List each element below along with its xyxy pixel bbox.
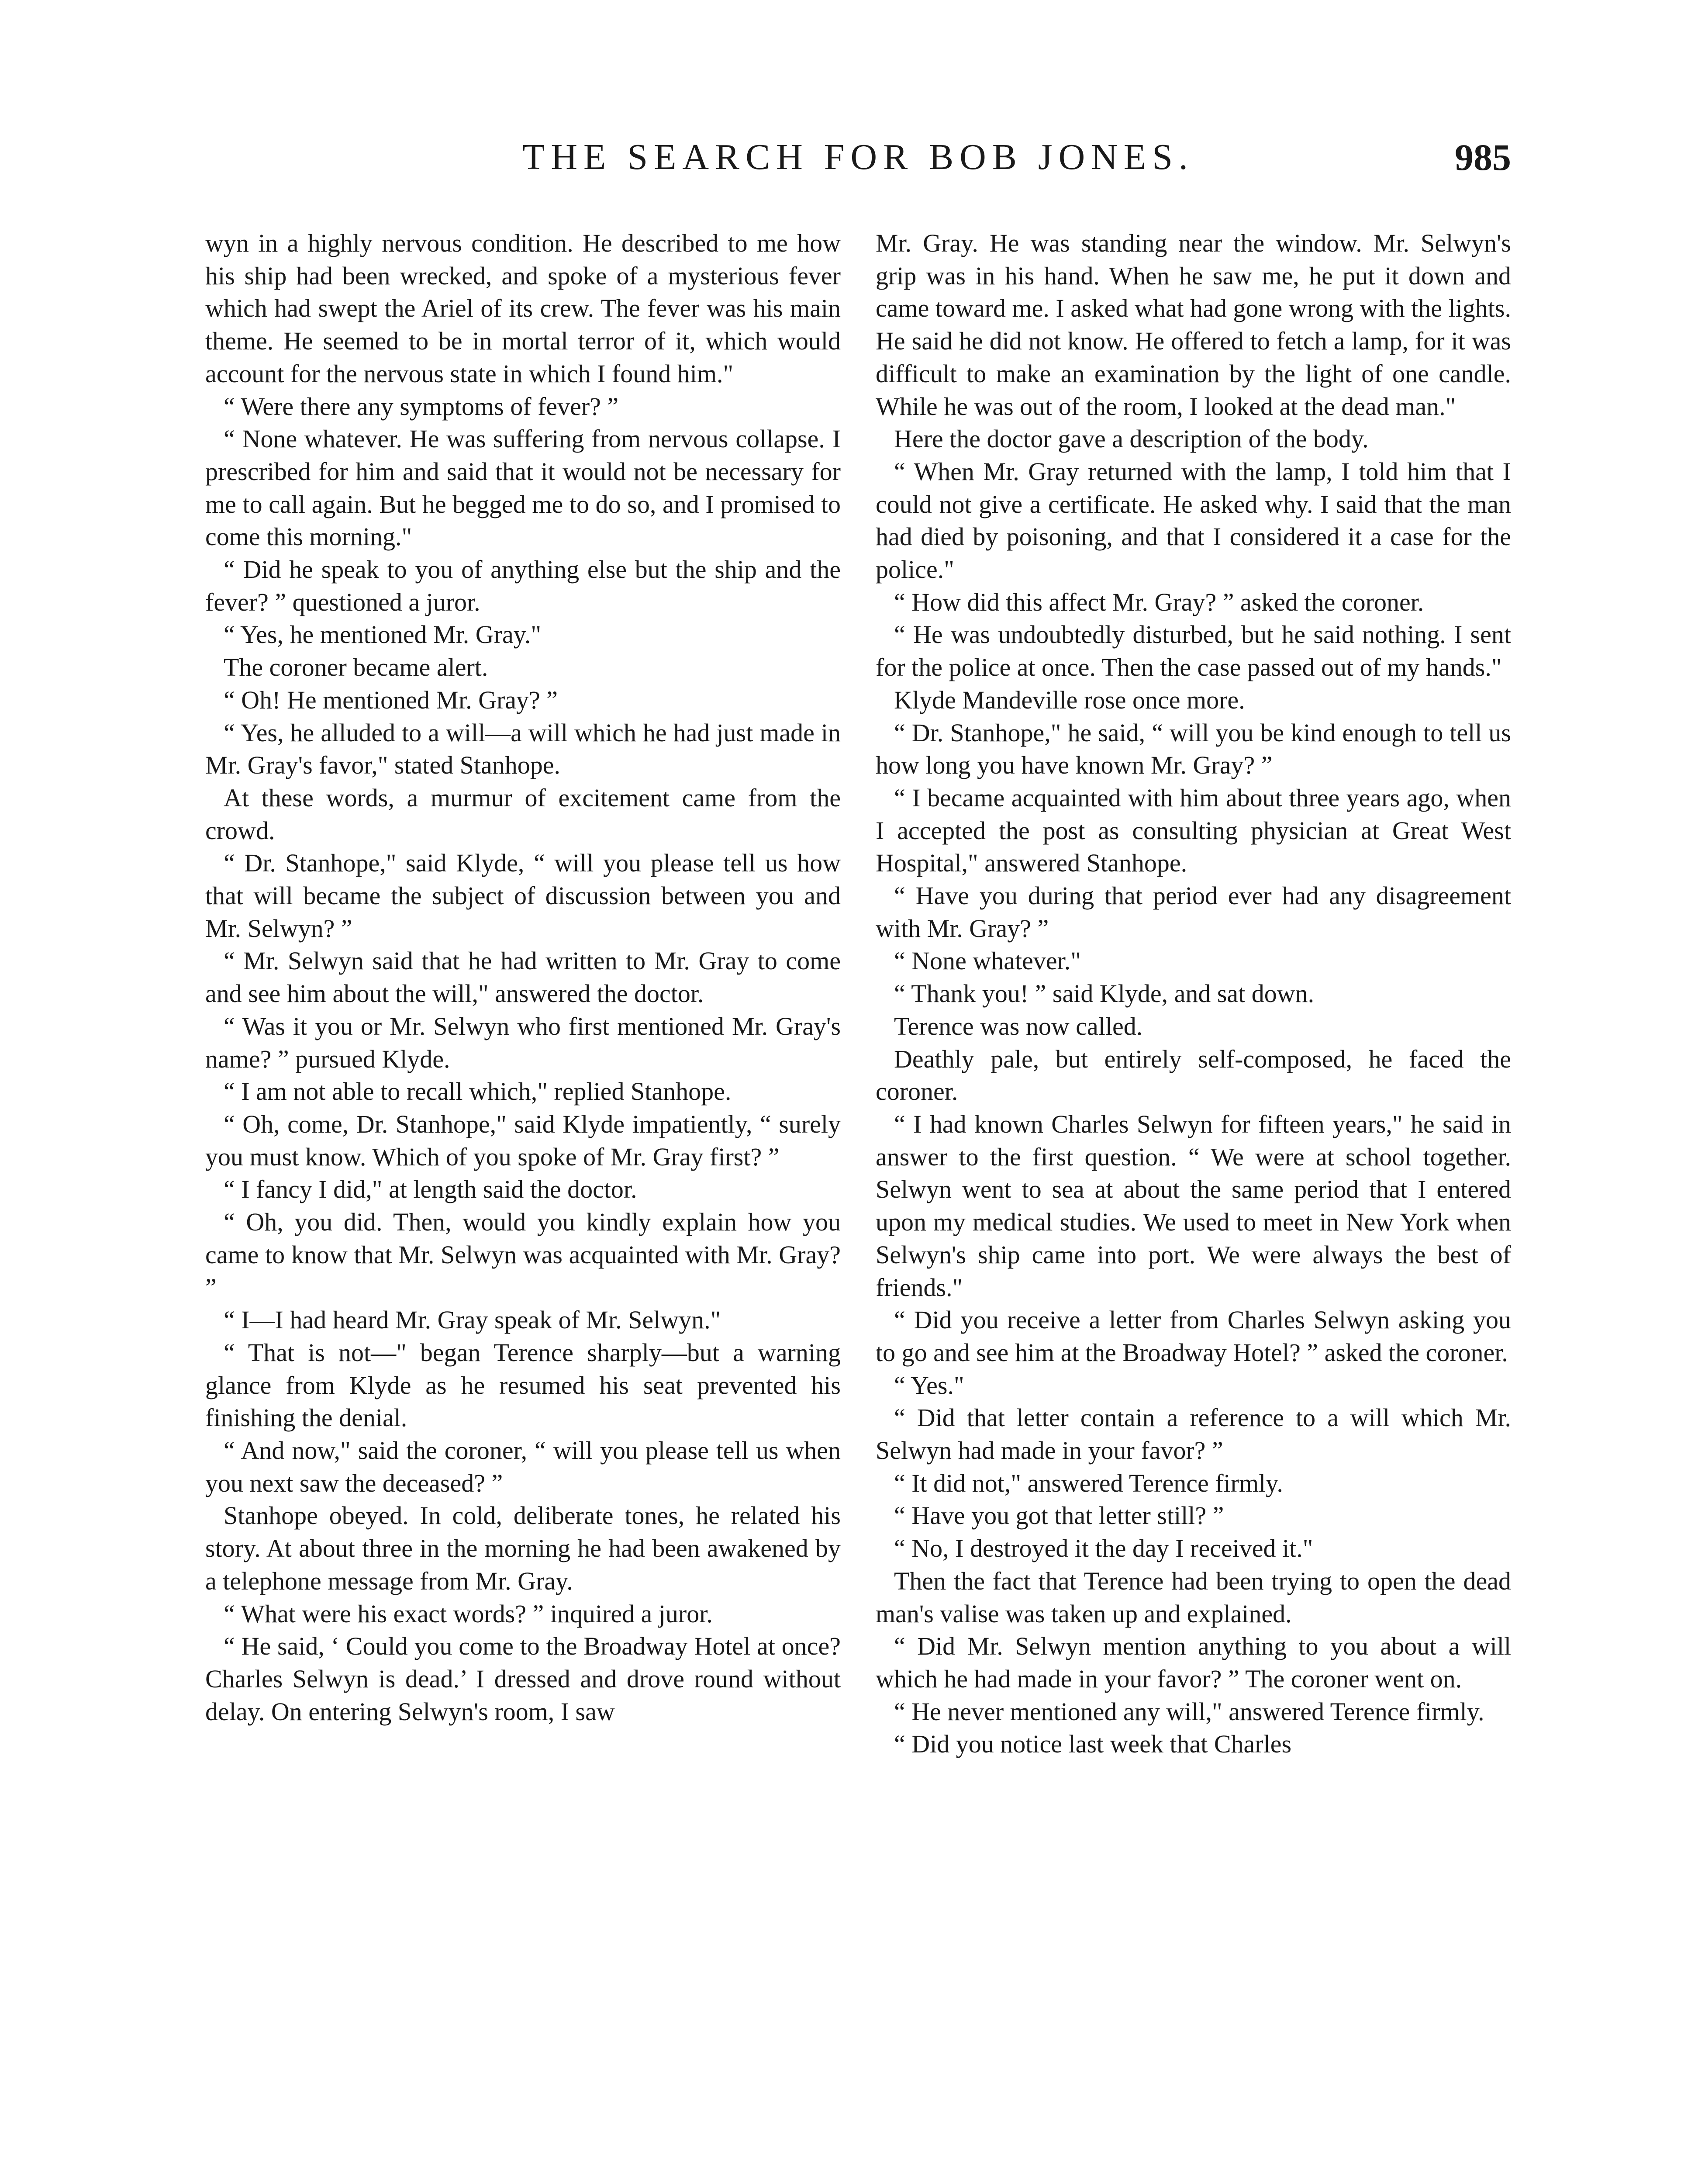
paragraph: “ Did you notice last week that Charles [894, 1730, 1292, 1759]
paragraph: “ None whatever." [894, 947, 1081, 975]
paragraph: “ I—I had heard Mr. Gray speak of Mr. Selwyn." [224, 1306, 721, 1334]
paragraph: “ Yes, he alluded to a will—a will which he had just made in Mr. Gray's favor," stated Stanhope. [205, 718, 841, 780]
paragraph: “ And now," said the coroner, “ will you please tell us when you next saw the deceased? ” [205, 1436, 841, 1497]
paragraph: “ Oh, come, Dr. Stanhope," said Klyde impatiently, “ surely you must know. Which of you spoke of Mr. Gray first? ” [205, 1109, 841, 1171]
paragraph: “ Dr. Stanhope," he said, “ will you be kind enough to tell us how long you have known Mr. Gray? ” [876, 718, 1511, 780]
paragraph: “ He never mentioned any will," answered Terence firmly. [894, 1697, 1484, 1726]
paragraph: “ Mr. Selwyn said that he had written to Mr. Gray to come and see him about the will," answered the doctor. [205, 947, 841, 1008]
paragraph: The coroner became alert. [224, 653, 488, 682]
paragraph: “ None whatever. He was suffering from nervous collapse. I prescribed for him and said that it would not be necessary for me to call again. But he begged me to do so, and I promised to come this morning." [205, 425, 841, 551]
paragraph: “ What were his exact words? ” inquired a juror. [224, 1599, 713, 1628]
page-header [205, 131, 1511, 183]
paragraph: Deathly pale, but entirely self-composed, he faced the coroner. [876, 1044, 1511, 1106]
paragraph: “ I fancy I did," at length said the doctor. [224, 1175, 637, 1204]
paragraph: “ Yes, he mentioned Mr. Gray." [224, 620, 542, 649]
paragraph: “ Yes." [894, 1371, 964, 1400]
paragraph: At these words, a murmur of excitement came from the crowd. [205, 783, 841, 845]
paragraph: “ When Mr. Gray returned with the lamp, I told him that I could not give a certificate. He asked why. I said that the man had died by poisoning, and that I considered it a case for the police." [876, 457, 1511, 584]
paragraph: “ Did Mr. Selwyn mention anything to you about a will which he had made in your favor? ” The coroner went on. [876, 1632, 1511, 1693]
paragraph: “ Oh! He mentioned Mr. Gray? ” [224, 685, 558, 714]
paragraph: “ Were there any symptoms of fever? ” [224, 392, 619, 421]
paragraph: “ I became acquainted with him about three years ago, when I accepted the post as consulting physician at Great West Hospital," answered Stanhope. [876, 783, 1511, 878]
left-text-column [205, 227, 841, 2184]
paragraph: “ Did he speak to you of anything else but the ship and the fever? ” questioned a juror. [205, 555, 841, 616]
paragraph: “ I had known Charles Selwyn for fifteen years," he said in answer to the first question. “ We were at school together. Selwyn went to sea at about the same period that I entered upon my medical studies. We used to meet in New York when Selwyn's ship came into port. We were always the best of friends." [876, 1109, 1511, 1302]
paragraph: “ Was it you or Mr. Selwyn who first mentioned Mr. Gray's name? ” pursued Klyde. [205, 1012, 841, 1073]
paragraph: Stanhope obeyed. In cold, deliberate tones, he related his story. At about three in the morning he had been awakened by a telephone message from Mr. Gray. [205, 1501, 841, 1595]
paragraph: “ Oh, you did. Then, would you kindly explain how you came to know that Mr. Selwyn was acquainted with Mr. Gray? ” [205, 1208, 841, 1302]
paragraph: Mr. Gray. He was standing near the window. Mr. Selwyn's grip was in his hand. When he saw me, he put it down and came toward me. I asked what had gone wrong with the lights. He said he did not know. He offered to fetch a lamp, for it was difficult to make an examination by the light of one candle. While he was out of the room, I looked at the dead man." [876, 229, 1511, 421]
paragraph: Then the fact that Terence had been trying to open the dead man's valise was taken up and explained. [876, 1566, 1511, 1628]
paragraph: “ I am not able to recall which," replied Stanhope. [224, 1077, 732, 1106]
paragraph: wyn in a highly nervous condition. He described to me how his ship had been wrecked, and spoke of a mysterious fever which had swept the Ariel of its crew. The fever was his main theme. He seemed to be in mortal terror of it, which would account for the nervous state in which I found him." [205, 229, 841, 388]
paragraph: “ That is not—" began Terence sharply—but a warning glance from Klyde as he resumed his seat prevented his finishing the denial. [205, 1338, 841, 1432]
paragraph: “ Did that letter contain a reference to a will which Mr. Selwyn had made in your favor? ” [876, 1403, 1511, 1465]
paragraph: “ No, I destroyed it the day I received it." [894, 1534, 1313, 1563]
page-number: 985 [1455, 136, 1511, 178]
paragraph: “ Dr. Stanhope," said Klyde, “ will you please tell us how that will became the subject of discussion between you and Mr. Selwyn? ” [205, 849, 841, 943]
paragraph: Terence was now called. [894, 1012, 1143, 1040]
paragraph: “ Have you got that letter still? ” [894, 1501, 1224, 1530]
paragraph: “ Thank you! ” said Klyde, and sat down. [894, 979, 1315, 1008]
paragraph: “ Did you receive a letter from Charles Selwyn asking you to go and see him at the Broadway Hotel? ” asked the coroner. [876, 1306, 1511, 1367]
right-text-column [876, 227, 1511, 2184]
paragraph: “ Have you during that period ever had any disagreement with Mr. Gray? ” [876, 881, 1511, 943]
paragraph: Here the doctor gave a description of the body. [894, 425, 1369, 453]
paragraph: Klyde Mandeville rose once more. [894, 685, 1245, 714]
running-title: THE SEARCH FOR BOB JONES. [522, 137, 1194, 177]
paragraph: “ He was undoubtedly disturbed, but he said nothing. I sent for the police at once. Then the case passed out of my hands." [876, 620, 1511, 682]
paragraph: “ How did this affect Mr. Gray? ” asked the coroner. [894, 587, 1424, 616]
paragraph: “ He said, ‘ Could you come to the Broadway Hotel at once? Charles Selwyn is dead.’ I dressed and drove round without delay. On entering Selwyn's room, I saw [205, 1632, 841, 1726]
paragraph: “ It did not," answered Terence firmly. [894, 1469, 1283, 1497]
